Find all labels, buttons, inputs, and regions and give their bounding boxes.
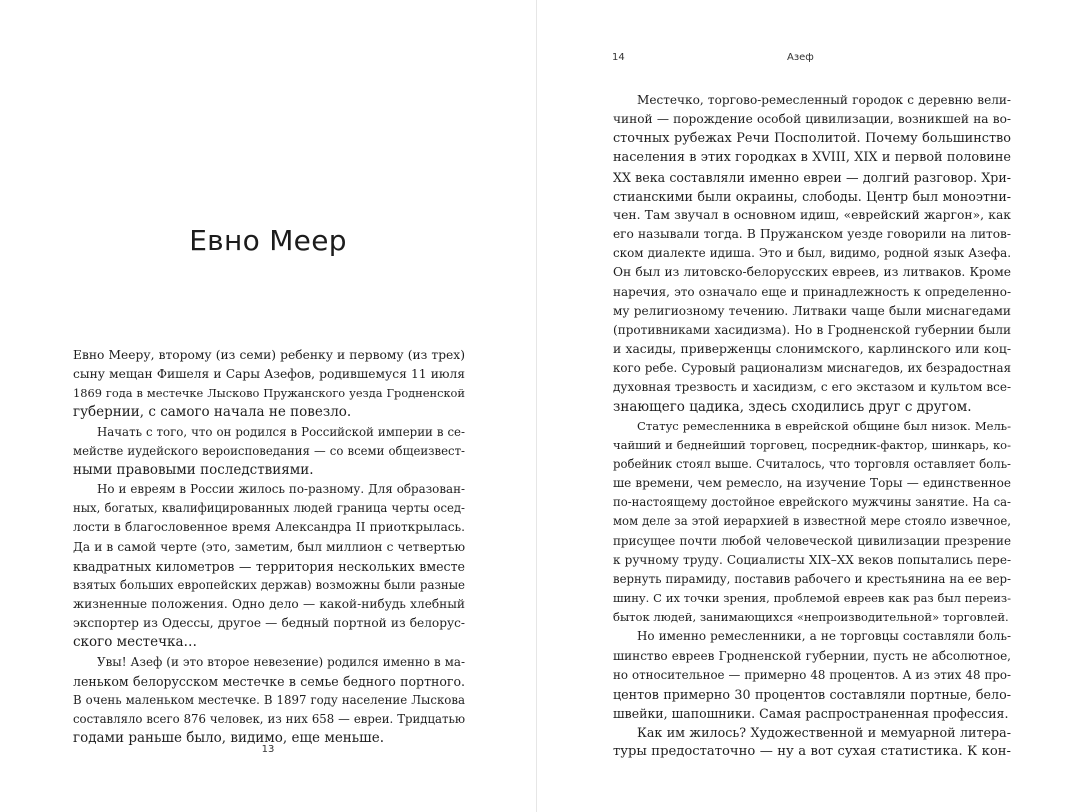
text-line: губернии, с самого начала не повезло. (73, 404, 352, 421)
left-page-body (73, 346, 465, 748)
text-line: но относительное — примерно 48 процентов. А из этих 48 про- (613, 667, 1011, 682)
text-line: Местечко, торгово-ремесленный городок с деревню вели- (637, 93, 1011, 107)
text-line: наречия, это означало еще и принадлежность к определенно- (613, 284, 1011, 299)
text-line: Статус ремесленника в еврейской общине был низок. Мель- (637, 418, 1011, 433)
text-line: вернуть пирамиду, поставив рабочего и крестьянина на ее вер- (613, 571, 1011, 586)
chapter-title: Евно Меер (189, 224, 347, 257)
text-line: сточных рубежах Речи Посполитой. Почему большинство (613, 131, 1011, 147)
text-line: и хасиды, приверженцы слонимского, карлинского или коц- (613, 342, 1011, 357)
right-page (537, 0, 1072, 812)
text-line: центов примерно 30 процентов составляли портные, бело- (613, 686, 1011, 702)
text-line: стианскими были окраины, слободы. Центр был моноэтни- (613, 188, 1011, 204)
text-line: Начать с того, что он родился в Российской империи в се- (97, 424, 465, 439)
text-line: Евно Мееру, второму (из семи) ребенку и первому (из трех) (73, 348, 465, 362)
text-line: Да и в самой черте (это, заметим, был миллион с четвертью (73, 539, 465, 554)
text-line: шину. С их точки зрения, проблемой евреев как раз был переиз- (613, 591, 1011, 606)
text-line: лости в благословенное время Александра II приоткрылась. (73, 520, 465, 535)
text-line: чайший и беднейший торговец, посредник-фактор, шинкарь, ко- (613, 437, 1011, 452)
text-line: населения в этих городках в XVIII, XIX и первой половине (613, 150, 1011, 166)
text-line: Но и евреям в России жилось по-разному. Для образован- (97, 482, 465, 497)
right-page-body (613, 91, 1011, 761)
page-number-13: 13 (261, 744, 275, 755)
text-line: кого ребе. Суровый рационализм миснагедов, их безрадостная (613, 361, 1011, 376)
text-line: экспортер из Одессы, другое — бедный портной из белорус- (73, 616, 465, 631)
text-line: леньком белорусском местечке в семье бедного портного. (73, 673, 465, 689)
text-line: взятых больших европейских держав) возможны были разные (73, 577, 465, 592)
text-line: составляло всего 876 человек, из них 658 — евреи. Тридцатью (73, 711, 465, 726)
text-line: ными правовыми последствиями. (73, 461, 314, 478)
text-line: (противниками хасидизма). Но в Гродненской губернии были (613, 322, 1011, 337)
text-line: му религиозному течению. Литваки чаще были миснагедами (613, 303, 1011, 318)
text-line: 1869 года в местечке Лысково Пружанского уезда Гродненской (73, 386, 465, 401)
text-line: чен. Там звучал в основном идиш, «еврейский жаргон», как (613, 207, 1011, 222)
text-line: сыну мещан Фишеля и Сары Азефов, родившемуся 11 июля (73, 367, 465, 382)
text-line: В очень маленьком местечке. В 1897 году население Лыскова (73, 692, 465, 707)
text-line: мействе иудейского вероисповедания — со всеми общеизвест- (73, 443, 465, 458)
text-line: Увы! Азеф (и это второе невезение) родился именно в ма- (97, 654, 465, 669)
running-head: Азеф (787, 52, 814, 63)
text-line: чиной — порождение особой цивилизации, возникшей на во- (613, 112, 1011, 127)
text-line: к ручному труду. Социалисты XIX–XX веков попытались пере- (613, 552, 1011, 567)
text-line: годами раньше было, видимо, еще меньше. (73, 730, 384, 747)
text-line: знающего цадика, здесь сходились друг с другом. (613, 398, 972, 415)
text-line: по-настоящему достойное еврейского мужчины занятие. На са- (613, 495, 1011, 510)
text-line: квадратных километров — территория нескольких вместе (73, 558, 465, 574)
text-line: ского местечка… (73, 634, 198, 651)
text-line: швейки, шапошники. Самая распространенная профессия. (613, 706, 1009, 721)
text-line: Он был из литовско-белорусских евреев, из литваков. Кроме (613, 265, 1011, 280)
text-line: мом деле за этой иерархией в известной мере стояло извечное, (613, 514, 1011, 529)
text-line: духовная трезвость и хасидизм, с его экстазом и культом все- (613, 380, 1011, 395)
text-line: жизненные положения. Одно дело — какой-нибудь хлебный (73, 597, 465, 612)
text-line: ше времени, чем ремесло, на изучение Торы — единственное (613, 476, 1011, 491)
text-line: Как им жилось? Художественной и мемуарной литера- (637, 725, 1011, 741)
text-line: ных, богатых, квалифицированных людей граница черты осед- (73, 501, 465, 516)
text-line: туры предостаточно — ну а вот сухая статистика. К кон- (613, 744, 1011, 760)
text-line: быток людей, занимающихся «непроизводительной» торговлей. (613, 610, 1009, 625)
text-line: шинство евреев Гродненской губернии, пусть не абсолютное, (613, 648, 1011, 663)
text-line: ском диалекте идиша. Это и был, видимо, родной язык Азефа. (613, 246, 1011, 261)
text-line: Но именно ремесленники, а не торговцы составляли боль- (637, 629, 1011, 644)
text-line: XX века составляли именно евреи — долгий разговор. Хри- (613, 169, 1011, 185)
text-line: присущее почти любой человеческой цивилизации презрение (613, 533, 1011, 548)
text-line: робейник стоял выше. Считалось, что торговля оставляет боль- (613, 456, 1011, 471)
page-number-14: 14 (612, 52, 625, 63)
text-line: его называли тогда. В Пружанском уезде говорили на литов- (613, 227, 1011, 242)
